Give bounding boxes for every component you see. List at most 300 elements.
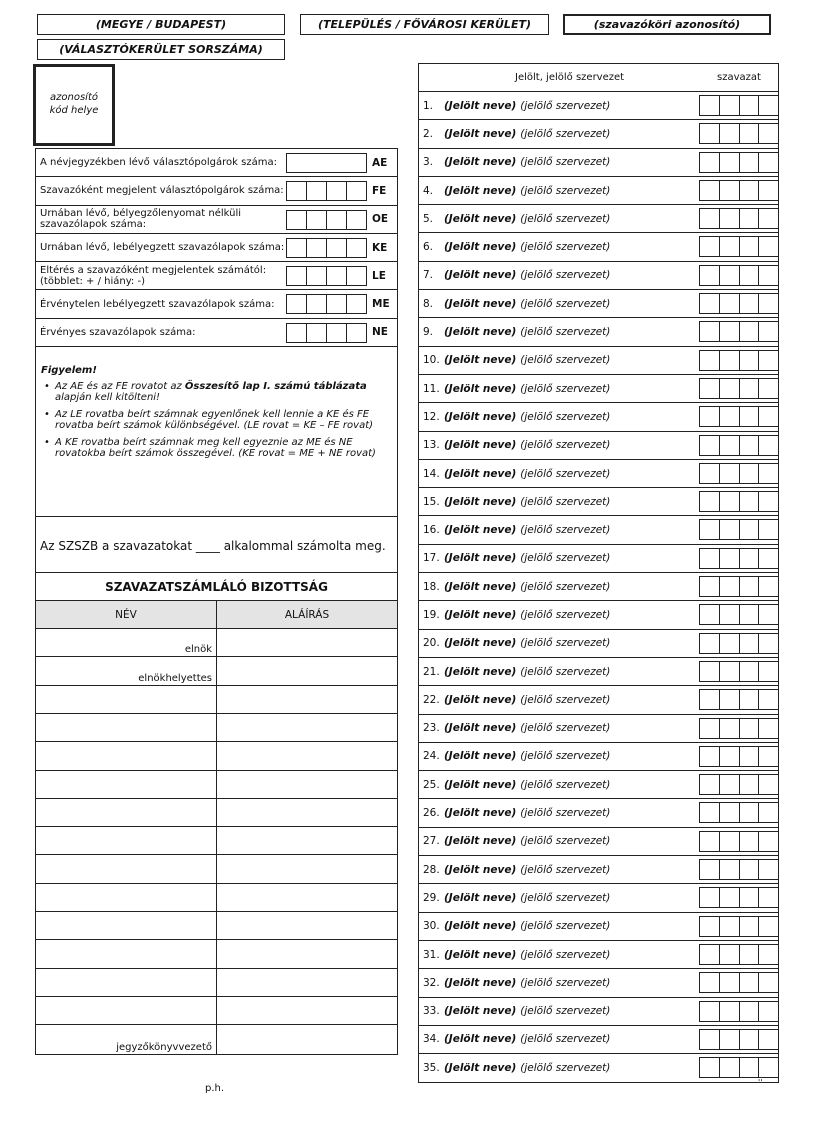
digit-box[interactable]	[327, 239, 347, 257]
digit-box[interactable]	[759, 322, 779, 341]
committee-signature-cell[interactable]	[217, 912, 397, 939]
digit-box[interactable]	[740, 634, 760, 653]
digit-box[interactable]	[720, 775, 740, 794]
vote-count-input[interactable]	[699, 916, 779, 937]
digit-box[interactable]	[347, 324, 366, 342]
digit-box[interactable]	[740, 436, 760, 455]
digit-box[interactable]	[700, 181, 720, 200]
digit-box[interactable]	[287, 295, 307, 313]
digit-box[interactable]	[759, 124, 779, 143]
committee-signature-cell[interactable]	[217, 799, 397, 826]
digit-box[interactable]	[327, 267, 347, 285]
committee-name-cell[interactable]	[36, 686, 217, 713]
candidate-row	[419, 969, 778, 997]
vote-count-input[interactable]	[699, 321, 779, 342]
digit-box[interactable]	[759, 605, 779, 624]
candidate-text	[423, 715, 610, 742]
digit-box[interactable]	[700, 549, 720, 568]
digit-box[interactable]	[759, 237, 779, 256]
digit-box[interactable]	[759, 634, 779, 653]
digit-box[interactable]	[740, 322, 760, 341]
digit-box[interactable]	[759, 436, 779, 455]
digit-box[interactable]	[740, 181, 760, 200]
candidate-text	[423, 743, 610, 770]
digit-box[interactable]	[700, 577, 720, 596]
digit-box[interactable]	[759, 1030, 779, 1049]
candidate-text	[423, 488, 610, 515]
digit-box[interactable]	[720, 747, 740, 766]
digit-box[interactable]	[720, 209, 740, 228]
vote-count-input[interactable]	[699, 802, 779, 823]
candidate-name: (Jelölt neve)	[444, 863, 517, 876]
digit-box[interactable]	[327, 324, 347, 342]
digit-box[interactable]	[740, 351, 760, 370]
digit-box[interactable]	[740, 266, 760, 285]
committee-row	[36, 912, 397, 940]
digit-box[interactable]	[759, 379, 779, 398]
digit-box[interactable]	[740, 379, 760, 398]
digit-box[interactable]	[740, 464, 760, 483]
digit-box[interactable]	[720, 832, 740, 851]
digit-box[interactable]	[700, 803, 720, 822]
digit-box[interactable]	[720, 464, 740, 483]
committee-signature-cell[interactable]	[217, 855, 397, 882]
digit-box[interactable]	[740, 577, 760, 596]
vote-count-input[interactable]	[699, 491, 779, 512]
digit-box[interactable]	[287, 211, 307, 229]
digit-box[interactable]	[720, 1058, 740, 1077]
digit-box[interactable]	[720, 549, 740, 568]
digit-box[interactable]	[720, 294, 740, 313]
stat-input-fe[interactable]	[286, 181, 367, 201]
digit-box[interactable]	[700, 775, 720, 794]
digit-box[interactable]	[720, 322, 740, 341]
candidate-number: 26.	[423, 807, 440, 820]
digit-box[interactable]	[759, 294, 779, 313]
committee-name-cell[interactable]	[36, 912, 217, 939]
digit-box[interactable]	[700, 1058, 720, 1077]
stat-input-me[interactable]	[286, 294, 367, 314]
digit-box[interactable]	[740, 407, 760, 426]
vote-count-input[interactable]	[699, 972, 779, 993]
digit-box[interactable]	[740, 747, 760, 766]
candidate-row	[419, 149, 778, 177]
stat-label: Szavazóként megjelent választópolgárok száma:	[40, 185, 284, 197]
candidate-text	[423, 913, 610, 940]
committee-name-cell[interactable]	[36, 827, 217, 854]
digit-box[interactable]	[700, 407, 720, 426]
digit-box[interactable]	[740, 888, 760, 907]
candidate-text	[423, 884, 610, 911]
digit-box[interactable]	[720, 973, 740, 992]
note-item: • A KE rovatba beírt számnak meg kell egyeznie az ME és NE rovatokba beírt számok összegével. (KE rovat = ME + NE rovat)	[41, 437, 391, 460]
committee-name-cell[interactable]	[36, 742, 217, 769]
digit-box[interactable]	[700, 1030, 720, 1049]
digit-box[interactable]	[759, 153, 779, 172]
digit-box[interactable]	[740, 153, 760, 172]
digit-box[interactable]	[759, 690, 779, 709]
digit-box[interactable]	[700, 719, 720, 738]
committee-name-cell[interactable]	[36, 884, 217, 911]
digit-box[interactable]	[740, 662, 760, 681]
digit-box[interactable]	[740, 520, 760, 539]
stat-code: FE	[372, 184, 387, 197]
candidate-organization: (jelölő szervezet)	[520, 665, 611, 678]
committee-signature-cell[interactable]	[217, 686, 397, 713]
digit-box[interactable]	[759, 577, 779, 596]
digit-box[interactable]	[759, 492, 779, 511]
digit-box[interactable]	[720, 577, 740, 596]
digit-box[interactable]	[759, 719, 779, 738]
candidate-text	[423, 998, 610, 1025]
digit-box[interactable]	[347, 239, 366, 257]
digit-box[interactable]	[700, 322, 720, 341]
digit-box[interactable]	[700, 605, 720, 624]
vote-count-input[interactable]	[699, 180, 779, 201]
county-field[interactable]: (MEGYE / BUDAPEST)	[37, 14, 285, 35]
digit-box[interactable]	[287, 324, 307, 342]
digit-box[interactable]	[759, 96, 779, 115]
stat-input-ne[interactable]	[286, 323, 367, 343]
committee-signature-cell[interactable]	[217, 1025, 397, 1053]
vote-count-input[interactable]	[699, 265, 779, 286]
stats-section	[36, 149, 397, 347]
vote-count-input[interactable]	[699, 350, 779, 371]
digit-box[interactable]	[700, 888, 720, 907]
vote-count-input[interactable]	[699, 435, 779, 456]
committee-name-cell[interactable]	[36, 940, 217, 967]
digit-box[interactable]	[287, 182, 307, 200]
stat-input-le[interactable]	[286, 266, 367, 286]
digit-box[interactable]	[327, 295, 347, 313]
committee-signature-cell[interactable]	[217, 884, 397, 911]
committee-signature-cell[interactable]	[217, 629, 397, 656]
digit-box[interactable]	[759, 803, 779, 822]
digit-box[interactable]	[720, 237, 740, 256]
vote-count-input[interactable]	[699, 689, 779, 710]
digit-box[interactable]	[700, 492, 720, 511]
committee-name-cell[interactable]	[36, 799, 217, 826]
digit-box[interactable]	[347, 211, 366, 229]
vote-count-input[interactable]	[699, 236, 779, 257]
candidate-name: (Jelölt neve)	[444, 580, 517, 593]
digit-box[interactable]	[720, 888, 740, 907]
digit-box[interactable]	[700, 124, 720, 143]
digit-box[interactable]	[700, 266, 720, 285]
candidate-name: (Jelölt neve)	[444, 156, 517, 169]
digit-box[interactable]	[759, 747, 779, 766]
digit-box[interactable]	[740, 237, 760, 256]
digit-box[interactable]	[307, 182, 327, 200]
digit-box[interactable]	[347, 295, 366, 313]
digit-box[interactable]	[720, 662, 740, 681]
digit-box[interactable]	[740, 973, 760, 992]
digit-box[interactable]	[700, 832, 720, 851]
digit-box[interactable]	[759, 1058, 779, 1077]
committee-row	[36, 969, 397, 997]
digit-box[interactable]	[720, 634, 740, 653]
digit-box[interactable]	[720, 266, 740, 285]
candidate-organization: (jelölő szervezet)	[520, 184, 611, 197]
district-field[interactable]: (VÁLASZTÓKERÜLET SORSZÁMA)	[37, 39, 285, 60]
digit-box[interactable]	[700, 351, 720, 370]
digit-box[interactable]	[740, 1002, 760, 1021]
digit-box[interactable]	[720, 605, 740, 624]
committee-signature-cell[interactable]	[217, 997, 397, 1024]
stat-input-ae[interactable]	[286, 153, 367, 173]
candidate-text	[423, 573, 610, 600]
digit-box[interactable]	[759, 888, 779, 907]
committee-row	[36, 657, 397, 685]
committee-name-cell[interactable]: elnök	[36, 629, 217, 656]
digit-box[interactable]	[759, 351, 779, 370]
candidate-number: 1.	[423, 99, 434, 112]
committee-name-cell[interactable]	[36, 771, 217, 798]
candidate-row	[419, 686, 778, 714]
digit-box[interactable]	[347, 267, 366, 285]
candidate-row	[419, 403, 778, 431]
digit-box[interactable]	[720, 917, 740, 936]
digit-box[interactable]	[307, 239, 327, 257]
digit-box[interactable]	[700, 294, 720, 313]
vote-count-input[interactable]	[699, 1001, 779, 1022]
vote-count-input[interactable]	[699, 774, 779, 795]
digit-box[interactable]	[720, 96, 740, 115]
vote-count-input[interactable]	[699, 944, 779, 965]
digit-box[interactable]	[759, 181, 779, 200]
digit-box[interactable]	[720, 407, 740, 426]
candidate-number: 33.	[423, 1005, 440, 1018]
digit-box[interactable]	[327, 211, 347, 229]
committee-signature-cell[interactable]	[217, 827, 397, 854]
digit-box[interactable]	[720, 1030, 740, 1049]
candidate-name: (Jelölt neve)	[444, 920, 517, 933]
candidate-name: (Jelölt neve)	[444, 212, 517, 225]
candidate-organization: (jelölő szervezet)	[520, 297, 611, 310]
digit-box[interactable]	[720, 1002, 740, 1021]
vote-count-input[interactable]	[699, 576, 779, 597]
digit-box[interactable]	[740, 492, 760, 511]
stat-input-ke[interactable]	[286, 238, 367, 258]
digit-box[interactable]	[759, 549, 779, 568]
committee-name-cell[interactable]	[36, 855, 217, 882]
digit-box[interactable]	[759, 662, 779, 681]
committee-signature-cell[interactable]	[217, 657, 397, 684]
candidate-name: (Jelölt neve)	[444, 693, 517, 706]
stat-input-oe[interactable]	[286, 210, 367, 230]
committee-signature-cell[interactable]	[217, 714, 397, 741]
candidate-name: (Jelölt neve)	[444, 382, 517, 395]
committee-name-cell[interactable]	[36, 714, 217, 741]
vote-count-input[interactable]	[699, 633, 779, 654]
digit-box[interactable]	[720, 436, 740, 455]
digit-box[interactable]	[307, 211, 327, 229]
candidate-organization: (jelölő szervezet)	[520, 693, 611, 706]
digit-box[interactable]	[327, 182, 347, 200]
candidate-number: 10.	[423, 354, 440, 367]
settlement-field[interactable]: (TELEPÜLÉS / FŐVÁROSI KERÜLET)	[300, 14, 549, 35]
station-id-field[interactable]: (szavazóköri azonosító)	[563, 14, 771, 35]
digit-box[interactable]	[700, 634, 720, 653]
candidate-row	[419, 432, 778, 460]
vote-count-input[interactable]	[699, 831, 779, 852]
vote-count-input[interactable]	[699, 378, 779, 399]
committee-title: SZAVAZATSZÁMLÁLÓ BIZOTTSÁG	[36, 573, 397, 601]
digit-box[interactable]	[347, 182, 366, 200]
vote-count-input[interactable]	[699, 208, 779, 229]
candidate-number: 21.	[423, 665, 440, 678]
digit-box[interactable]	[759, 945, 779, 964]
digit-box[interactable]	[307, 295, 327, 313]
candidate-number: 15.	[423, 495, 440, 508]
digit-box[interactable]	[740, 96, 760, 115]
digit-box[interactable]	[700, 520, 720, 539]
vote-count-input[interactable]	[699, 548, 779, 569]
digit-box[interactable]	[740, 209, 760, 228]
digit-box[interactable]	[287, 267, 307, 285]
digit-box[interactable]	[287, 239, 307, 257]
digit-box[interactable]	[700, 209, 720, 228]
digit-box[interactable]	[700, 464, 720, 483]
digit-box[interactable]	[740, 803, 760, 822]
digit-box[interactable]	[700, 96, 720, 115]
vote-count-input[interactable]	[699, 293, 779, 314]
digit-box[interactable]	[700, 379, 720, 398]
candidate-row	[419, 715, 778, 743]
digit-box[interactable]	[307, 267, 327, 285]
candidate-organization: (jelölő szervezet)	[520, 127, 611, 140]
vote-count-input[interactable]	[699, 463, 779, 484]
candidate-number: 25.	[423, 778, 440, 791]
digit-box[interactable]	[720, 124, 740, 143]
vote-count-input[interactable]	[699, 604, 779, 625]
vote-count-input[interactable]	[699, 406, 779, 427]
committee-signature-cell[interactable]	[217, 969, 397, 996]
note-list	[41, 381, 391, 460]
committee-name-cell[interactable]: elnökhelyettes	[36, 657, 217, 684]
digit-box[interactable]	[740, 294, 760, 313]
digit-box[interactable]	[700, 945, 720, 964]
digit-box[interactable]	[740, 549, 760, 568]
digit-box[interactable]	[700, 690, 720, 709]
candidate-text	[423, 205, 610, 232]
digit-box[interactable]	[700, 237, 720, 256]
candidate-text	[423, 828, 610, 855]
candidate-number: 24.	[423, 750, 440, 763]
digit-box[interactable]	[700, 662, 720, 681]
digit-box[interactable]	[740, 690, 760, 709]
digit-box[interactable]	[740, 124, 760, 143]
candidate-row	[419, 799, 778, 827]
digit-box[interactable]	[287, 154, 366, 172]
digit-box[interactable]	[720, 379, 740, 398]
candidate-name: (Jelölt neve)	[444, 495, 517, 508]
vote-count-input[interactable]	[699, 1029, 779, 1050]
digit-box[interactable]	[759, 407, 779, 426]
digit-box[interactable]	[720, 351, 740, 370]
vote-count-input[interactable]	[699, 123, 779, 144]
candidates-col-name: Jelölt, jelölő szervezet	[515, 72, 625, 83]
digit-box[interactable]	[759, 520, 779, 539]
vote-count-input[interactable]	[699, 519, 779, 540]
vote-count-input[interactable]	[699, 152, 779, 173]
digit-box[interactable]	[720, 945, 740, 964]
committee-name-cell[interactable]	[36, 969, 217, 996]
digit-box[interactable]	[740, 832, 760, 851]
vote-count-input[interactable]	[699, 661, 779, 682]
vote-count-input[interactable]	[699, 1057, 779, 1078]
committee-name-cell[interactable]	[36, 997, 217, 1024]
digit-box[interactable]	[759, 832, 779, 851]
candidate-text	[423, 686, 610, 713]
digit-box[interactable]	[700, 973, 720, 992]
candidate-text	[423, 601, 610, 628]
committee-signature-cell[interactable]	[217, 742, 397, 769]
digit-box[interactable]	[700, 153, 720, 172]
digit-box[interactable]	[740, 719, 760, 738]
committee-row	[36, 855, 397, 883]
digit-box[interactable]	[740, 860, 760, 879]
digit-box[interactable]	[700, 436, 720, 455]
digit-box[interactable]	[759, 464, 779, 483]
digit-box[interactable]	[720, 860, 740, 879]
digit-box[interactable]	[720, 153, 740, 172]
digit-box[interactable]	[720, 181, 740, 200]
digit-box[interactable]	[720, 719, 740, 738]
recount-statement[interactable]: Az SZSZB a szavazatokat ____ alkalommal számolta meg.	[36, 517, 397, 573]
digit-box[interactable]	[759, 917, 779, 936]
digit-box[interactable]	[759, 775, 779, 794]
digit-box[interactable]	[720, 690, 740, 709]
digit-box[interactable]	[759, 209, 779, 228]
vote-count-input[interactable]	[699, 746, 779, 767]
footer-mark: ''	[758, 1078, 763, 1087]
digit-box[interactable]	[740, 605, 760, 624]
digit-box[interactable]	[720, 520, 740, 539]
digit-box[interactable]	[740, 917, 760, 936]
vote-count-input[interactable]	[699, 718, 779, 739]
digit-box[interactable]	[720, 803, 740, 822]
digit-box[interactable]	[740, 1030, 760, 1049]
committee-name-cell[interactable]: jegyzőkönyvvezető	[36, 1025, 217, 1053]
committee-signature-cell[interactable]	[217, 771, 397, 798]
digit-box[interactable]	[700, 917, 720, 936]
candidate-row	[419, 658, 778, 686]
digit-box[interactable]	[700, 860, 720, 879]
digit-box[interactable]	[759, 973, 779, 992]
candidate-organization: (jelölő szervezet)	[520, 326, 611, 339]
digit-box[interactable]	[759, 1002, 779, 1021]
digit-box[interactable]	[759, 266, 779, 285]
digit-box[interactable]	[759, 860, 779, 879]
candidate-organization: (jelölő szervezet)	[520, 241, 611, 254]
digit-box[interactable]	[700, 747, 720, 766]
vote-count-input[interactable]	[699, 859, 779, 880]
vote-count-input[interactable]	[699, 95, 779, 116]
digit-box[interactable]	[740, 945, 760, 964]
candidate-number: 12.	[423, 410, 440, 423]
digit-box[interactable]	[740, 775, 760, 794]
vote-count-input[interactable]	[699, 887, 779, 908]
committee-signature-cell[interactable]	[217, 940, 397, 967]
digit-box[interactable]	[307, 324, 327, 342]
candidate-text	[423, 290, 610, 317]
digit-box[interactable]	[740, 1058, 760, 1077]
candidate-rows	[419, 92, 778, 1082]
stat-row-ke	[36, 234, 397, 262]
digit-box[interactable]	[700, 1002, 720, 1021]
digit-box[interactable]	[720, 492, 740, 511]
